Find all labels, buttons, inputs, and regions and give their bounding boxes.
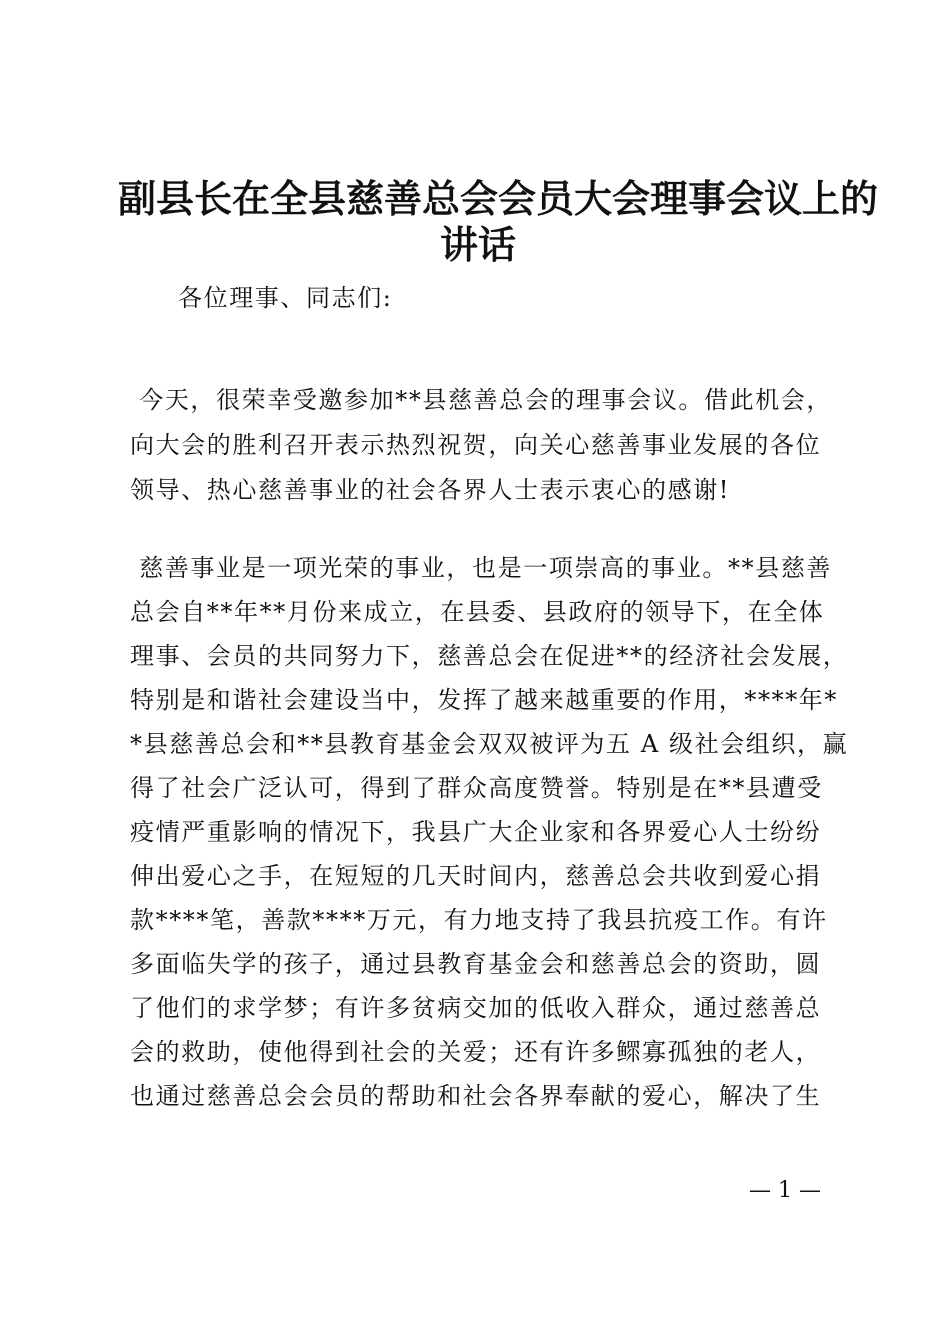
paragraph-2-line: 多面临失学的孩子，通过县教育基金会和慈善总会的资助，圆 (130, 950, 822, 978)
paragraph-2-line: 款****笔，善款****万元，有力地支持了我县抗疫工作。有许 (130, 906, 828, 934)
paragraph-2-line: 理事、会员的共同努力下，慈善总会在促进**的经济社会发展， (130, 642, 849, 670)
paragraph-1-line: 向大会的胜利召开表示热烈祝贺，向关心慈善事业发展的各位 (130, 431, 822, 459)
document-title-line-2: 讲话 (439, 222, 516, 267)
paragraph-1-line: 今天，很荣幸受邀参加**县慈善总会的理事会议。借此机会， (130, 386, 833, 414)
paragraph-2-line: 特别是和谐社会建设当中，发挥了越来越重要的作用，****年* (130, 686, 838, 714)
document-title-line-1: 副县长在全县慈善总会会员大会理事会议上的 (118, 176, 879, 221)
paragraph-2-line: 慈善事业是一项光荣的事业，也是一项崇高的事业。**县慈善 (130, 554, 833, 582)
paragraph-2-line: 总会自**年**月份来成立，在县委、县政府的领导下，在全体 (130, 598, 825, 626)
salutation: 各位理事、同志们: (178, 284, 393, 312)
paragraph-2-line: 了他们的求学梦；有许多贫病交加的低收入群众，通过慈善总 (130, 994, 822, 1022)
paragraph-2-line: 也通过慈善总会会员的帮助和社会各界奉献的爱心，解决了生 (130, 1082, 822, 1110)
page-number: — 1 — (749, 1178, 821, 1203)
paragraph-2-line: 得了社会广泛认可，得到了群众高度赞誉。特别是在**县遭受 (130, 774, 823, 802)
paragraph-2-line: *县慈善总会和**县教育基金会双双被评为五 A 级社会组织，赢 (130, 730, 849, 758)
paragraph-1-line: 领导、热心慈善事业的社会各界人士表示衷心的感谢! (130, 476, 731, 504)
paragraph-2-line: 疫情严重影响的情况下，我县广大企业家和各界爱心人士纷纷 (130, 818, 822, 846)
paragraph-2-line: 会的救助，使他得到社会的关爱；还有许多鳏寡孤独的老人， (130, 1038, 822, 1066)
paragraph-2-line: 伸出爱心之手，在短短的几天时间内，慈善总会共收到爱心捐 (130, 862, 822, 890)
